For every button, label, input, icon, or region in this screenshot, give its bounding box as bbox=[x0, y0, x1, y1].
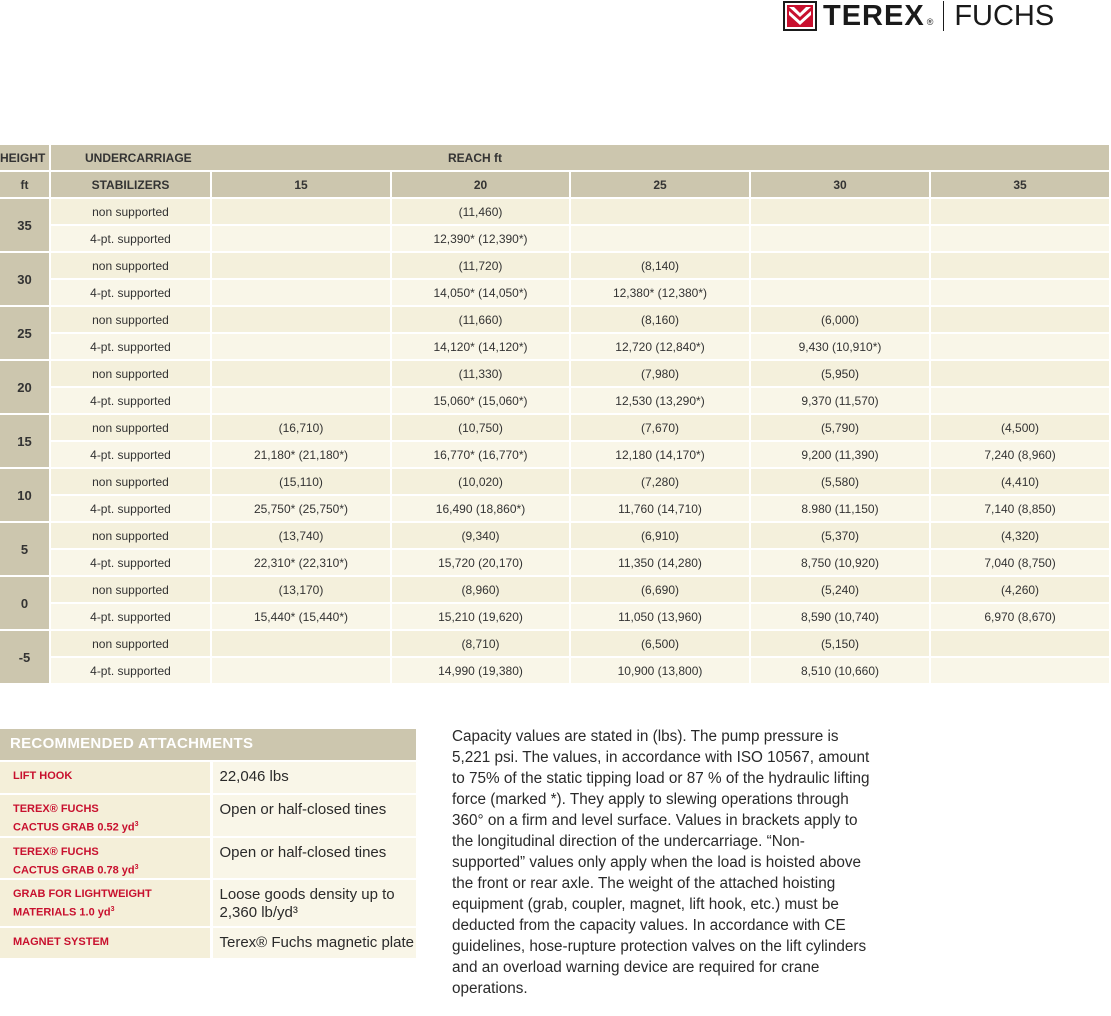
capacity-cell bbox=[750, 225, 930, 252]
capacity-cell: 15,440* (15,440*) bbox=[211, 603, 391, 630]
capacity-cell: 8,510 (10,660) bbox=[750, 657, 930, 684]
capacity-cell: 11,050 (13,960) bbox=[570, 603, 750, 630]
attachment-value bbox=[211, 761, 416, 794]
capacity-cell: (5,790) bbox=[750, 414, 930, 441]
capacity-cell: 15,210 (19,620) bbox=[391, 603, 570, 630]
attachment-label bbox=[0, 879, 211, 927]
height-value: 35 bbox=[0, 198, 50, 252]
attachment-label-line: TEREX® FUCHS bbox=[13, 845, 99, 858]
table-row bbox=[0, 495, 1109, 522]
capacity-cell bbox=[211, 387, 391, 414]
capacity-cell: 8.980 (11,150) bbox=[750, 495, 930, 522]
capacity-cell: 22,310* (22,310*) bbox=[211, 549, 391, 576]
stabilizer-label: non supported bbox=[50, 630, 211, 657]
table-row bbox=[0, 657, 1109, 684]
stabilizer-label: 4-pt. supported bbox=[50, 225, 211, 252]
capacity-cell bbox=[750, 252, 930, 279]
attachment-value-line: Open or half-closed tines bbox=[219, 843, 387, 861]
capacity-cell bbox=[930, 279, 1109, 306]
attachment-value-line: 2,360 lb/yd³ bbox=[219, 904, 298, 922]
stabilizers-header: STABILIZERS bbox=[50, 171, 211, 198]
attachment-label-line bbox=[13, 902, 210, 921]
table-row bbox=[0, 603, 1109, 630]
height-unit-header: ft bbox=[0, 171, 50, 198]
capacity-cell: (16,710) bbox=[211, 414, 391, 441]
capacity-cell: (6,690) bbox=[570, 576, 750, 603]
brand-sub: FUCHS bbox=[954, 0, 1055, 32]
capacity-cell: (6,910) bbox=[570, 522, 750, 549]
table-row bbox=[0, 387, 1109, 414]
undercarriage-header: UNDERCARRIAGE bbox=[50, 145, 211, 171]
capacity-cell: 14,990 (19,380) bbox=[391, 657, 570, 684]
attachment-label-line bbox=[13, 860, 210, 879]
table-row bbox=[0, 414, 1109, 441]
capacity-cell: (4,410) bbox=[930, 468, 1109, 495]
stabilizer-label: non supported bbox=[50, 198, 211, 225]
capacity-cell: 15,060* (15,060*) bbox=[391, 387, 570, 414]
capacity-cell: (8,960) bbox=[391, 576, 570, 603]
capacity-cell: 14,120* (14,120*) bbox=[391, 333, 570, 360]
stabilizer-label: 4-pt. supported bbox=[50, 603, 211, 630]
stabilizer-label: 4-pt. supported bbox=[50, 495, 211, 522]
capacity-cell bbox=[211, 630, 391, 657]
capacity-cell bbox=[930, 333, 1109, 360]
stabilizer-label: 4-pt. supported bbox=[50, 333, 211, 360]
table-row bbox=[0, 549, 1109, 576]
stabilizer-label: non supported bbox=[50, 522, 211, 549]
reach-col-header: 35 bbox=[930, 171, 1109, 198]
attachment-row bbox=[0, 879, 416, 927]
capacity-cell: 11,350 (14,280) bbox=[570, 549, 750, 576]
capacity-cell: (7,670) bbox=[570, 414, 750, 441]
capacity-cell bbox=[930, 360, 1109, 387]
capacity-cell: (11,460) bbox=[391, 198, 570, 225]
attachment-label-line: GRAB FOR LIGHTWEIGHT bbox=[13, 888, 152, 901]
attachment-label-line: LIFT HOOK bbox=[13, 770, 73, 782]
table-row bbox=[0, 252, 1109, 279]
reach-col-header: 20 bbox=[391, 171, 570, 198]
capacity-cell: (11,660) bbox=[391, 306, 570, 333]
capacity-cell: (4,260) bbox=[930, 576, 1109, 603]
capacity-cell: (13,740) bbox=[211, 522, 391, 549]
capacity-cell: 8,590 (10,740) bbox=[750, 603, 930, 630]
attachment-label bbox=[0, 837, 211, 880]
attachment-value bbox=[211, 794, 416, 837]
capacity-cell: 10,900 (13,800) bbox=[570, 657, 750, 684]
terex-crown-icon bbox=[783, 1, 817, 31]
attachment-row bbox=[0, 837, 416, 880]
capacity-cell: 7,240 (8,960) bbox=[930, 441, 1109, 468]
capacity-cell: (5,370) bbox=[750, 522, 930, 549]
brand-reg-mark: ® bbox=[926, 17, 934, 27]
stabilizer-label: 4-pt. supported bbox=[50, 441, 211, 468]
capacity-cell: 16,490 (18,860*) bbox=[391, 495, 570, 522]
load-capacity-table bbox=[0, 145, 1109, 685]
table-row bbox=[0, 576, 1109, 603]
attachment-label bbox=[0, 794, 211, 837]
attachments-title: RECOMMENDED ATTACHMENTS bbox=[0, 729, 416, 761]
capacity-cell bbox=[211, 279, 391, 306]
height-value: 0 bbox=[0, 576, 50, 630]
stabilizer-label: 4-pt. supported bbox=[50, 387, 211, 414]
capacity-cell: (8,140) bbox=[570, 252, 750, 279]
capacity-note: Capacity values are stated in (lbs). The pump pressure is 5,221 psi. The values, in accordance with ISO 10567, amount to 75% of the static tipping load or 87 % of the hydraulic lifting force (marked *). They apply to slewing operations through 360° on a firm and level surface. Values in brackets apply to the longitudinal direction of the undercarriage. “Non-supported” values only apply when the load is hoisted above the front or rear axle. The weight of the attached hoisting equipment (grab, coupler, magnet, lift hook, etc.) must be deducted from the capacity values. In accordance with CE guidelines, hose-rupture protection valves on the lift cylinders and an overload warning device are required for crane operations. bbox=[452, 728, 870, 997]
stabilizer-label: non supported bbox=[50, 360, 211, 387]
height-value: 10 bbox=[0, 468, 50, 522]
capacity-cell bbox=[750, 198, 930, 225]
capacity-cell bbox=[211, 657, 391, 684]
stabilizer-label: non supported bbox=[50, 252, 211, 279]
capacity-cell: (11,330) bbox=[391, 360, 570, 387]
superscript: 3 bbox=[110, 906, 115, 914]
attachment-value bbox=[211, 879, 416, 927]
capacity-cell bbox=[930, 198, 1109, 225]
stabilizer-label: non supported bbox=[50, 576, 211, 603]
attachment-label-text: CACTUS GRAB 0.52 yd bbox=[13, 821, 135, 834]
capacity-cell bbox=[930, 387, 1109, 414]
capacity-cell: (5,950) bbox=[750, 360, 930, 387]
table-row bbox=[0, 468, 1109, 495]
capacity-cell: 12,390* (12,390*) bbox=[391, 225, 570, 252]
capacity-cell: 15,720 (20,170) bbox=[391, 549, 570, 576]
capacity-cell: 11,760 (14,710) bbox=[570, 495, 750, 522]
height-value: 5 bbox=[0, 522, 50, 576]
attachment-label-line: TEREX® FUCHS bbox=[13, 803, 99, 815]
capacity-cell: (7,280) bbox=[570, 468, 750, 495]
capacity-cell bbox=[211, 252, 391, 279]
stabilizer-label: non supported bbox=[50, 468, 211, 495]
capacity-cell: (7,980) bbox=[570, 360, 750, 387]
capacity-cell: 6,970 (8,670) bbox=[930, 603, 1109, 630]
capacity-cell: 21,180* (21,180*) bbox=[211, 441, 391, 468]
capacity-cell: 7,040 (8,750) bbox=[930, 549, 1109, 576]
capacity-cell bbox=[570, 225, 750, 252]
attachment-label-line bbox=[13, 817, 210, 836]
capacity-cell bbox=[930, 225, 1109, 252]
height-value: 20 bbox=[0, 360, 50, 414]
capacity-cell: 9,370 (11,570) bbox=[750, 387, 930, 414]
capacity-cell: 25,750* (25,750*) bbox=[211, 495, 391, 522]
capacity-cell: 8,750 (10,920) bbox=[750, 549, 930, 576]
attachment-row bbox=[0, 794, 416, 837]
capacity-cell: 9,430 (10,910*) bbox=[750, 333, 930, 360]
superscript: 3 bbox=[134, 821, 139, 828]
attachment-value-line: Loose goods density up to bbox=[219, 886, 395, 904]
height-header: HEIGHT bbox=[0, 145, 50, 171]
table-row bbox=[0, 441, 1109, 468]
capacity-cell bbox=[570, 198, 750, 225]
table-row bbox=[0, 360, 1109, 387]
capacity-cell: 14,050* (14,050*) bbox=[391, 279, 570, 306]
capacity-cell: 7,140 (8,850) bbox=[930, 495, 1109, 522]
capacity-cell: (5,580) bbox=[750, 468, 930, 495]
reach-col-header: 15 bbox=[211, 171, 391, 198]
height-value: 25 bbox=[0, 306, 50, 360]
capacity-cell bbox=[930, 630, 1109, 657]
stabilizer-label: non supported bbox=[50, 306, 211, 333]
capacity-cell: 12,530 (13,290*) bbox=[570, 387, 750, 414]
table-row bbox=[0, 630, 1109, 657]
attachment-row bbox=[0, 761, 416, 794]
capacity-cell bbox=[211, 333, 391, 360]
table-row bbox=[0, 225, 1109, 252]
attachment-label-text: MATERIALS 1.0 yd bbox=[13, 906, 111, 919]
capacity-cell bbox=[930, 252, 1109, 279]
reach-col-header: 30 bbox=[750, 171, 930, 198]
brand-logo bbox=[783, 0, 1054, 32]
attachment-value-line: Open or half-closed tines bbox=[219, 801, 387, 818]
attachment-label-text: CACTUS GRAB 0.78 yd bbox=[13, 864, 135, 877]
capacity-cell: (5,240) bbox=[750, 576, 930, 603]
capacity-cell: (8,710) bbox=[391, 630, 570, 657]
capacity-cell: 12,180 (14,170*) bbox=[570, 441, 750, 468]
attachment-label-line: MAGNET SYSTEM bbox=[13, 936, 109, 949]
capacity-cell: (5,150) bbox=[750, 630, 930, 657]
table-row bbox=[0, 279, 1109, 306]
capacity-cell bbox=[211, 198, 391, 225]
capacity-cell: (10,750) bbox=[391, 414, 570, 441]
brand-name: TEREX bbox=[823, 0, 925, 32]
reach-header: REACH ft bbox=[211, 145, 1109, 171]
capacity-cell: (15,110) bbox=[211, 468, 391, 495]
height-value: 15 bbox=[0, 414, 50, 468]
capacity-cell bbox=[750, 279, 930, 306]
table-row bbox=[0, 522, 1109, 549]
capacity-cell bbox=[211, 360, 391, 387]
attachment-value bbox=[211, 837, 416, 880]
capacity-cell bbox=[211, 225, 391, 252]
capacity-cell: (13,170) bbox=[211, 576, 391, 603]
table-row bbox=[0, 198, 1109, 225]
capacity-cell: 12,720 (12,840*) bbox=[570, 333, 750, 360]
table-row bbox=[0, 306, 1109, 333]
capacity-cell: (9,340) bbox=[391, 522, 570, 549]
capacity-cell bbox=[211, 306, 391, 333]
capacity-cell bbox=[930, 657, 1109, 684]
capacity-cell: 9,200 (11,390) bbox=[750, 441, 930, 468]
attachments-table bbox=[0, 729, 416, 960]
attachment-label bbox=[0, 761, 211, 794]
capacity-cell: (4,320) bbox=[930, 522, 1109, 549]
capacity-cell: (6,000) bbox=[750, 306, 930, 333]
capacity-cell: 12,380* (12,380*) bbox=[570, 279, 750, 306]
reach-col-header: 25 bbox=[570, 171, 750, 198]
superscript: 3 bbox=[134, 863, 139, 871]
stabilizer-label: 4-pt. supported bbox=[50, 549, 211, 576]
capacity-cell: (10,020) bbox=[391, 468, 570, 495]
capacity-cell: (8,160) bbox=[570, 306, 750, 333]
height-value: -5 bbox=[0, 630, 50, 684]
stabilizer-label: 4-pt. supported bbox=[50, 657, 211, 684]
capacity-cell: (11,720) bbox=[391, 252, 570, 279]
stabilizer-label: non supported bbox=[50, 414, 211, 441]
stabilizer-label: 4-pt. supported bbox=[50, 279, 211, 306]
capacity-cell: 16,770* (16,770*) bbox=[391, 441, 570, 468]
attachment-label bbox=[0, 927, 211, 959]
table-row bbox=[0, 333, 1109, 360]
attachment-value-line: Terex® Fuchs magnetic plate bbox=[219, 934, 414, 952]
capacity-cell bbox=[930, 306, 1109, 333]
capacity-cell: (6,500) bbox=[570, 630, 750, 657]
attachment-row bbox=[0, 927, 416, 959]
brand-separator bbox=[943, 1, 944, 31]
height-value: 30 bbox=[0, 252, 50, 306]
attachment-value bbox=[211, 927, 416, 959]
attachment-value-line: 22,046 lbs bbox=[219, 768, 289, 785]
capacity-cell: (4,500) bbox=[930, 414, 1109, 441]
